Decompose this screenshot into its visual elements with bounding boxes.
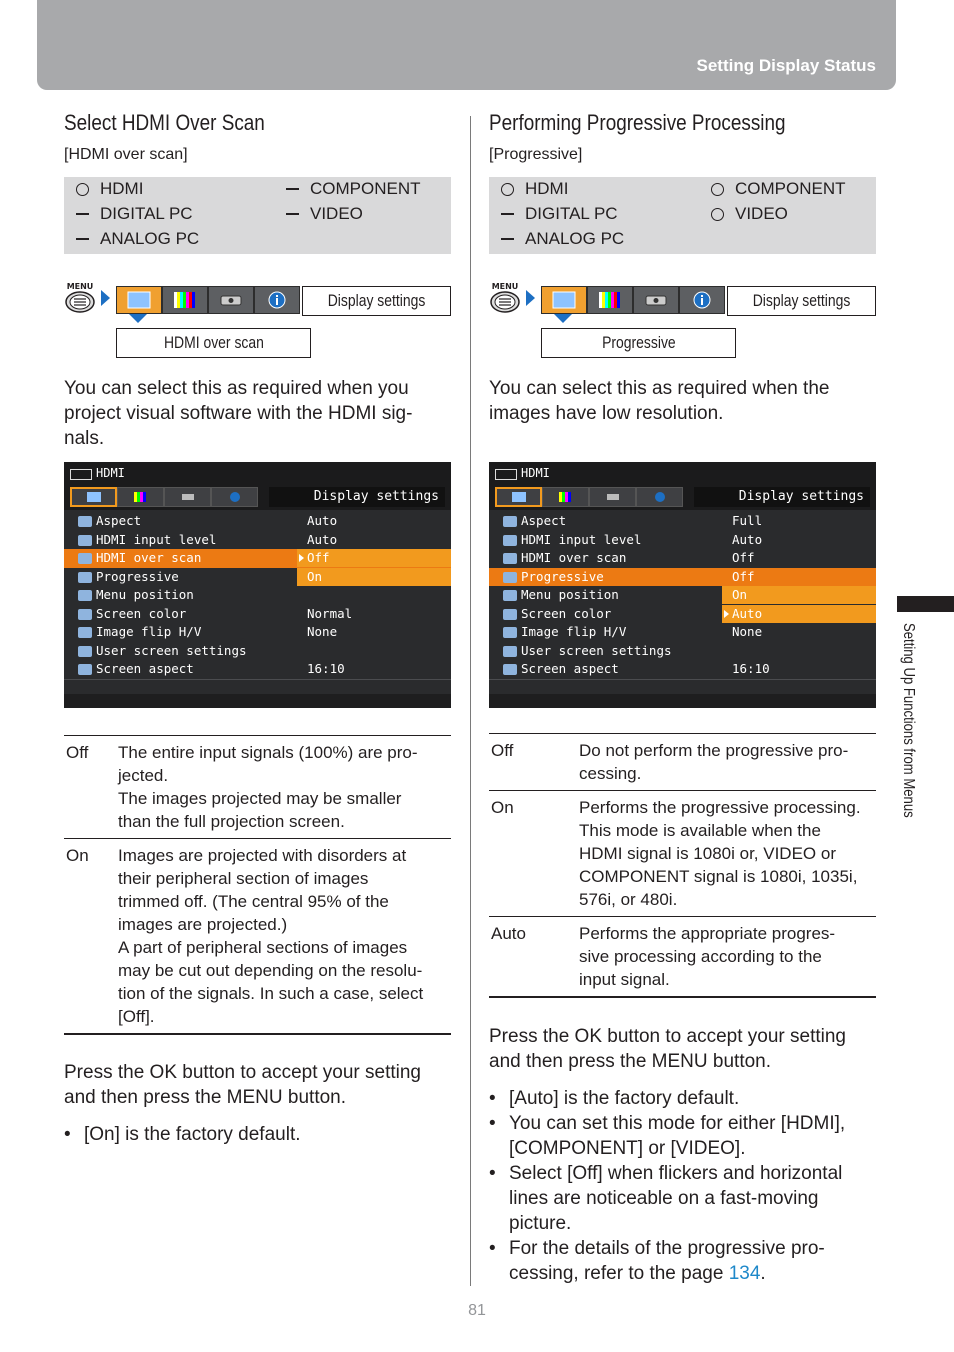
right-column (489, 108, 877, 1286)
signal-digital-pc: DIGITAL PC (489, 203, 618, 225)
osd-separator (64, 679, 451, 680)
osd-row-selected: HDMI over scan Off (64, 549, 451, 568)
info-icon (227, 491, 243, 503)
page-link[interactable]: 134 (728, 1263, 761, 1284)
color-bars-icon (597, 290, 623, 310)
osd-tab-info (636, 487, 683, 507)
osd-tab-label: Display settings (269, 487, 445, 507)
left-column (64, 108, 452, 1147)
side-tab-marker (897, 596, 954, 612)
note-item: • Select [Off] when flickers and horizontal lines are noticeable on a fast-moving picture. (489, 1161, 877, 1236)
aspect-icon (78, 516, 92, 527)
note-item: • [Auto] is the factory default. (489, 1086, 877, 1111)
over-scan-icon (78, 553, 92, 564)
osd-tab-projector (164, 487, 211, 507)
aspect-icon (503, 516, 517, 527)
signal-component: COMPONENT (699, 178, 846, 200)
signal-analog-pc: ANALOG PC (489, 228, 624, 250)
option-row: Off Do not perform the progressive pro- cessing. (489, 734, 876, 791)
svg-text:MENU: MENU (491, 282, 519, 291)
progressive-icon (78, 572, 92, 583)
screen-aspect-icon (78, 664, 92, 675)
notes-list (489, 1086, 877, 1286)
osd-tabs (70, 487, 258, 507)
tab-info (679, 286, 725, 314)
side-label: Setting Up Functions from Menus (900, 623, 917, 818)
user-screen-icon (503, 646, 517, 657)
signal-digital-pc: DIGITAL PC (64, 203, 193, 225)
option-row: On Images are projected with disorders at their peripheral section of images trimmed off. (The central 95% of the images are projected.) A part of peripheral sections of images may be cut out depending on the resolu- tion of the signals. In such a case, select [Off]. (66, 846, 424, 1026)
screen-aspect-icon (503, 664, 517, 675)
display-icon (551, 290, 577, 310)
unavailable-dash-icon (501, 238, 514, 239)
signal-availability-box (64, 177, 451, 254)
info-icon (652, 491, 668, 503)
options-table (489, 733, 876, 998)
screen-color-icon (503, 609, 517, 620)
menu-path (489, 282, 877, 362)
description: You can select this as required when you project visual software with the HDMI sig-nals. (64, 378, 413, 449)
input-level-icon (503, 535, 517, 546)
hdmi-icon (70, 469, 92, 480)
arrow-right-icon (101, 290, 110, 306)
section-title: Performing Progressive Processing (489, 110, 786, 135)
header-title: Setting Display Status (696, 56, 876, 75)
osd-row: User screen settings (489, 642, 876, 661)
over-scan-icon (503, 553, 517, 564)
description: You can select this as required when the images have low resolution. (489, 378, 830, 424)
signal-analog-pc: ANALOG PC (64, 228, 199, 250)
menu-tabs (116, 286, 300, 316)
svg-text:MENU: MENU (66, 282, 94, 291)
unavailable-dash-icon (501, 213, 514, 214)
page-number: 81 (468, 1302, 486, 1319)
info-icon (264, 290, 290, 310)
section-title: Select HDMI Over Scan (64, 110, 265, 135)
option-row: On Performs the progressive processing. This mode is available when the HDMI signal is 1080i or, VIDEO or COMPONENT signal is 1080i, 1035i, 576i, or 480i. (489, 791, 876, 917)
osd-tab-info (211, 487, 258, 507)
tab-projector (633, 286, 679, 314)
osd-row: Screen aspect 16:10 (64, 660, 451, 679)
tab-color (162, 286, 208, 314)
color-bars-icon (558, 491, 574, 503)
osd-title: HDMI (96, 466, 125, 480)
caret-right-icon (724, 610, 729, 618)
display-icon (126, 290, 152, 310)
tab-label-box: Display settings (302, 286, 451, 316)
tab-display (116, 286, 162, 314)
osd-tab-display (70, 487, 117, 507)
unavailable-dash-icon (76, 238, 89, 239)
osd-tab-label: Display settings (694, 487, 870, 507)
available-circle-icon (501, 183, 514, 196)
user-screen-icon (78, 646, 92, 657)
available-circle-icon (711, 208, 724, 221)
tab-label-box: Display settings (727, 286, 876, 316)
signal-video: VIDEO (699, 203, 788, 225)
notes-list (64, 1122, 452, 1147)
available-circle-icon (76, 183, 89, 196)
osd-row: Menu position On (489, 586, 876, 605)
projector-icon (643, 290, 669, 310)
signal-availability-box (489, 177, 876, 254)
osd-header (489, 462, 876, 510)
osd-tab-projector (589, 487, 636, 507)
press-instruction: Press the OK button to accept your setting and then press the MENU button. (64, 1062, 421, 1108)
image-flip-icon (503, 627, 517, 638)
osd-row: Aspect Auto (64, 512, 451, 531)
section-subtitle: [Progressive] (489, 146, 583, 163)
osd-separator (489, 679, 876, 680)
tab-display (541, 286, 587, 314)
option-row: Auto Performs the appropriate progres- sive processing according to the input signal. (491, 924, 836, 989)
osd-row: Image flip H/V None (64, 623, 451, 642)
osd-footer (64, 694, 451, 708)
tab-projector (208, 286, 254, 314)
osd-row: Menu position (64, 586, 451, 605)
osd-row: HDMI input level Auto (489, 531, 876, 550)
signal-hdmi: HDMI (64, 178, 143, 200)
osd-row: Aspect Full (489, 512, 876, 531)
caret-right-icon (299, 554, 304, 562)
osd-row: Screen color Normal (64, 605, 451, 624)
column-divider (470, 116, 471, 1286)
note-item: • You can set this mode for either [HDMI], [COMPONENT] or [VIDEO]. (489, 1111, 877, 1161)
section-subtitle: [HDMI over scan] (64, 146, 188, 163)
osd-row: Screen aspect 16:10 (489, 660, 876, 679)
tab-info (254, 286, 300, 314)
projector-icon (218, 290, 244, 310)
osd-row: Image flip H/V None (489, 623, 876, 642)
projector-icon (180, 491, 196, 503)
options-table (64, 735, 451, 1035)
osd-row: User screen settings (64, 642, 451, 661)
note-item: • For the details of the progressive pro-cessing, refer to the page 134. (489, 1236, 877, 1286)
display-icon (511, 491, 527, 503)
progressive-icon (503, 572, 517, 583)
signal-hdmi: HDMI (489, 178, 568, 200)
osd-row: Progressive On (64, 568, 451, 587)
menu-item-box: Progressive (541, 328, 736, 358)
info-icon (689, 290, 715, 310)
osd-tabs (495, 487, 683, 507)
display-icon (86, 491, 102, 503)
osd-row: Screen color Auto (489, 605, 876, 624)
input-level-icon (78, 535, 92, 546)
tab-color (587, 286, 633, 314)
osd-row-selected: Progressive Off (489, 568, 876, 587)
note-item: • [On] is the factory default. (64, 1122, 452, 1147)
menu-position-icon (78, 590, 92, 601)
hdmi-icon (495, 469, 517, 480)
image-flip-icon (78, 627, 92, 638)
press-instruction: Press the OK button to accept your setting and then press the MENU button. (489, 1026, 846, 1072)
arrow-down-icon (129, 314, 147, 323)
osd-row: HDMI over scan Off (489, 549, 876, 568)
osd-title: HDMI (521, 466, 550, 480)
signal-component: COMPONENT (274, 178, 421, 200)
menu-position-icon (503, 590, 517, 601)
osd-tab-color (117, 487, 164, 507)
osd-screenshot (489, 462, 876, 708)
osd-footer (489, 694, 876, 708)
menu-item-box: HDMI over scan (116, 328, 311, 358)
unavailable-dash-icon (76, 213, 89, 214)
projector-icon (605, 491, 621, 503)
available-circle-icon (711, 183, 724, 196)
arrow-down-icon (554, 314, 572, 323)
menu-path (64, 282, 452, 362)
menu-button-icon (489, 282, 521, 314)
option-row: Off The entire input signals (100%) are pro- jected. The images projected may be smaller than the full projection screen. (64, 736, 451, 839)
menu-button-icon (64, 282, 96, 314)
color-bars-icon (133, 491, 149, 503)
unavailable-dash-icon (286, 213, 299, 214)
color-bars-icon (172, 290, 198, 310)
osd-tab-color (542, 487, 589, 507)
osd-header (64, 462, 451, 510)
menu-tabs (541, 286, 725, 316)
arrow-right-icon (526, 290, 535, 306)
osd-tab-display (495, 487, 542, 507)
header-band (37, 0, 896, 90)
unavailable-dash-icon (286, 188, 299, 189)
osd-row: HDMI input level Auto (64, 531, 451, 550)
signal-video: VIDEO (274, 203, 363, 225)
osd-screenshot (64, 462, 451, 708)
screen-color-icon (78, 609, 92, 620)
